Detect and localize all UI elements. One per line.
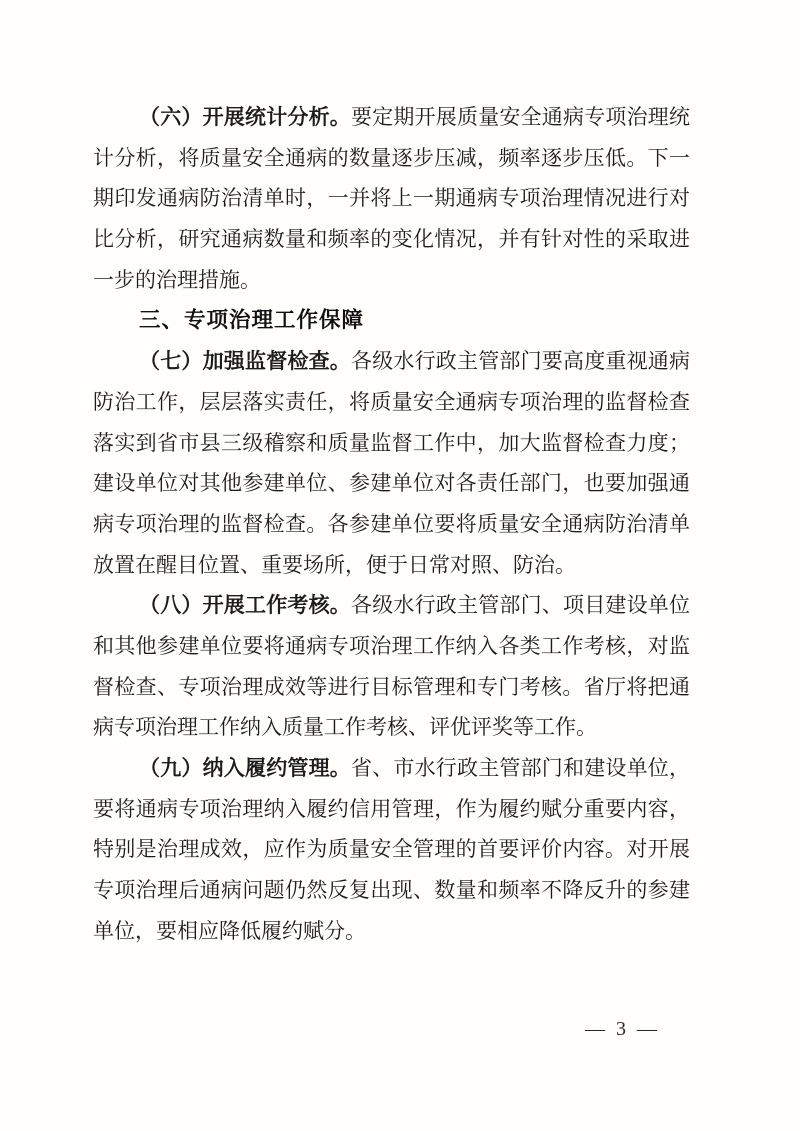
text-line: 比分析，研究通病数量和频率的变化情况，并有针对性的采取进 <box>93 227 690 252</box>
text-line: 专项治理后通病问题仍然反复出现、数量和频率不降反升的参建 <box>93 878 690 903</box>
paragraph-8-text: 各级水行政主管部门、项目建设单位 <box>351 593 690 618</box>
paragraph-6-lead: （六）开展统计分析。 <box>139 105 351 129</box>
text-line: 特别是治理成效，应作为质量安全管理的首要评价内容。对开展 <box>93 837 690 862</box>
text-line: 放置在醒目位置、重要场所，便于日常对照、防治。 <box>93 552 576 577</box>
text-line <box>93 585 690 626</box>
text-line: 计分析，将质量安全通病的数量逐步压减，频率逐步压低。下一 <box>93 145 690 170</box>
text-line <box>93 97 690 138</box>
paragraph-9-lead: （九）纳入履约管理。 <box>139 756 351 780</box>
paragraph-9 <box>93 748 690 951</box>
text-line: 建设单位对其他参建单位、参建单位对各责任部门，也要加强通 <box>93 471 690 496</box>
section-heading: 三、专项治理工作保障 <box>139 308 365 333</box>
page-number: — 3 — <box>585 1018 660 1040</box>
text-line <box>93 341 690 382</box>
text-line: 病专项治理工作纳入质量工作考核、评优评奖等工作。 <box>93 715 597 740</box>
paragraph-7 <box>93 341 690 585</box>
text-line: 期印发通病防治清单时，一并将上一期通病专项治理情况进行对 <box>93 186 690 211</box>
text-line: 和其他参建单位要将通病专项治理工作纳入各类工作考核，对监 <box>93 633 690 658</box>
text-line: 要将通病专项治理纳入履约信用管理，作为履约赋分重要内容， <box>93 796 690 821</box>
text-line: 单位，要相应降低履约赋分。 <box>93 918 366 943</box>
text-line: 防治工作，层层落实责任，将质量安全通病专项治理的监督检查 <box>93 389 690 414</box>
paragraph-8-lead: （八）开展工作考核。 <box>139 593 351 618</box>
text-line <box>93 748 690 789</box>
paragraph-9-text: 省、市水行政主管部门和建设单位， <box>351 756 690 780</box>
text-line: 落实到省市县三级稽察和质量监督工作中，加大监督检查力度； <box>93 430 690 455</box>
text-line: 病专项治理的监督检查。各参建单位要将质量安全通病防治清单 <box>93 511 690 536</box>
paragraph-8 <box>93 585 690 748</box>
document-body <box>93 97 690 951</box>
paragraph-7-lead: （七）加强监督检查。 <box>139 349 351 374</box>
text-line: 一步的治理措施。 <box>93 267 261 292</box>
paragraph-7-text: 各级水行政主管部门要高度重视通病 <box>351 349 690 374</box>
paragraph-6 <box>93 97 690 300</box>
text-line: 督检查、专项治理成效等进行目标管理和专门考核。省厅将把通 <box>93 674 690 699</box>
paragraph-6-text: 要定期开展质量安全通病专项治理统 <box>351 105 690 129</box>
